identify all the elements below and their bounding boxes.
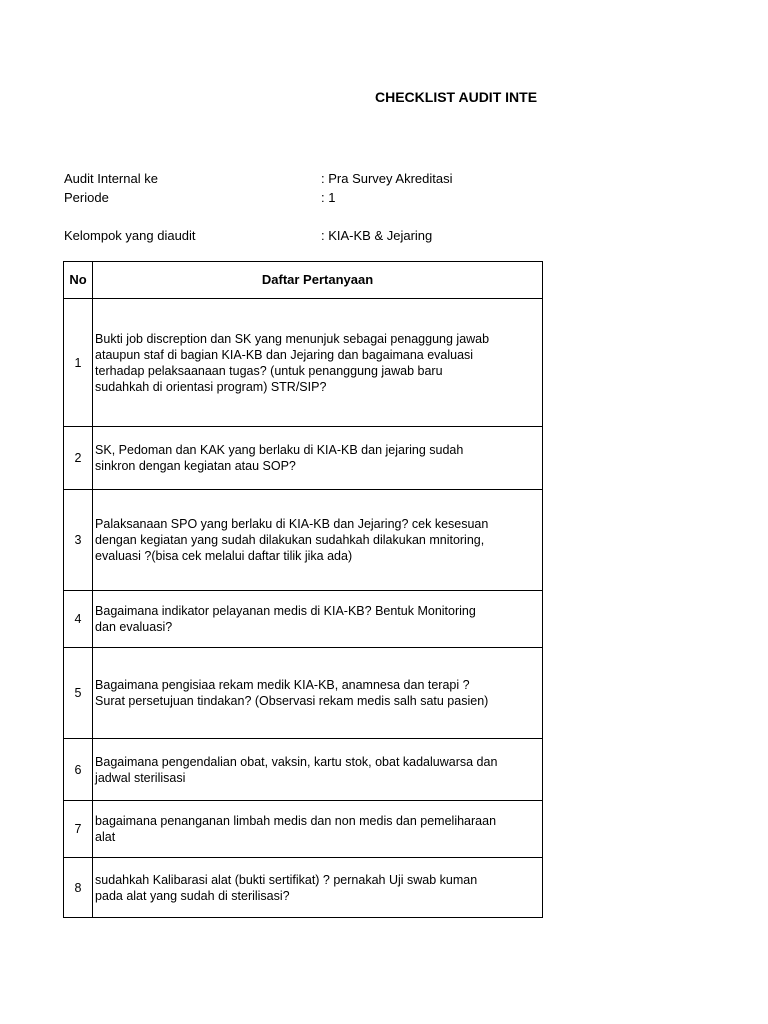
question-cell bbox=[93, 591, 543, 648]
question-cell bbox=[93, 648, 543, 739]
question-line: sudahkah Kalibarasi alat (bukti sertifikat) ? pernakah Uji swab kuman bbox=[95, 872, 478, 887]
question-line: Bukti job discreption dan SK yang menunjuk sebagai penaggung jawab bbox=[95, 331, 490, 346]
row-number: 7 bbox=[64, 801, 93, 858]
question-line: Bagaimana pengendalian obat, vaksin, kartu stok, obat kadaluwarsa dan bbox=[95, 754, 498, 769]
question-line: pada alat yang sudah di sterilisasi? bbox=[95, 888, 290, 903]
question-line: dan evaluasi? bbox=[95, 620, 173, 634]
question-line: sudahkah di orientasi program) STR/SIP? bbox=[95, 379, 327, 394]
kelompok-label: Kelompok yang diaudit bbox=[64, 228, 196, 243]
question-cell bbox=[93, 490, 543, 591]
question-cell bbox=[93, 858, 543, 918]
question-line: bagaimana penanganan limbah medis dan non medis dan pemeliharaan bbox=[95, 814, 497, 828]
question-line: Surat persetujuan tindakan? (Observasi rekam medis salh satu pasien) bbox=[95, 694, 489, 708]
question-line: dengan kegiatan yang sudah dilakukan sudahkah dilakukan mnitoring, bbox=[95, 533, 485, 547]
header-question: Daftar Pertanyaan bbox=[93, 262, 543, 299]
header-no: No bbox=[64, 262, 93, 299]
table-row bbox=[64, 648, 543, 739]
question-line: jadwal sterilisasi bbox=[95, 770, 186, 785]
question-line: evaluasi ?(bisa cek melalui daftar tilik jika ada) bbox=[95, 549, 353, 563]
table-row bbox=[64, 490, 543, 591]
document-title: CHECKLIST AUDIT INTE bbox=[375, 89, 538, 105]
checklist-table bbox=[63, 261, 543, 918]
question-cell bbox=[93, 299, 543, 427]
question-line: SK, Pedoman dan KAK yang berlaku di KIA-KB dan jejaring sudah bbox=[95, 443, 464, 457]
table-row bbox=[64, 858, 543, 918]
question-cell bbox=[93, 427, 543, 490]
question-line: alat bbox=[95, 830, 116, 844]
question-line: Palaksanaan SPO yang berlaku di KIA-KB dan Jejaring? cek kesesuan bbox=[95, 517, 489, 531]
question-line: terhadap pelaksaanaan tugas? (untuk penanggung jawab baru bbox=[95, 363, 443, 378]
question-line: sinkron dengan kegiatan atau SOP? bbox=[95, 459, 296, 473]
table-row bbox=[64, 801, 543, 858]
question-line: Bagaimana pengisiaa rekam medik KIA-KB, anamnesa dan terapi ? bbox=[95, 678, 470, 692]
periode-value: : 1 bbox=[321, 190, 336, 205]
table-row bbox=[64, 739, 543, 801]
table-header-row bbox=[64, 262, 543, 299]
table-row bbox=[64, 299, 543, 427]
question-line: Bagaimana indikator pelayanan medis di KIA-KB? Bentuk Monitoring bbox=[95, 604, 476, 618]
row-number: 4 bbox=[64, 591, 93, 648]
table-row bbox=[64, 591, 543, 648]
table-row bbox=[64, 427, 543, 490]
question-cell bbox=[93, 801, 543, 858]
row-number: 6 bbox=[64, 739, 93, 801]
row-number: 3 bbox=[64, 490, 93, 591]
row-number: 8 bbox=[64, 858, 93, 918]
row-number: 5 bbox=[64, 648, 93, 739]
kelompok-value: : KIA-KB & Jejaring bbox=[321, 228, 433, 243]
row-number: 2 bbox=[64, 427, 93, 490]
audit-internal-label: Audit Internal ke bbox=[64, 171, 158, 186]
question-cell bbox=[93, 739, 543, 801]
audit-internal-value: : Pra Survey Akreditasi bbox=[321, 171, 453, 186]
row-number: 1 bbox=[64, 299, 93, 427]
question-line: ataupun staf di bagian KIA-KB dan Jejaring dan bagaimana evaluasi bbox=[95, 347, 474, 362]
periode-label: Periode bbox=[64, 190, 109, 205]
